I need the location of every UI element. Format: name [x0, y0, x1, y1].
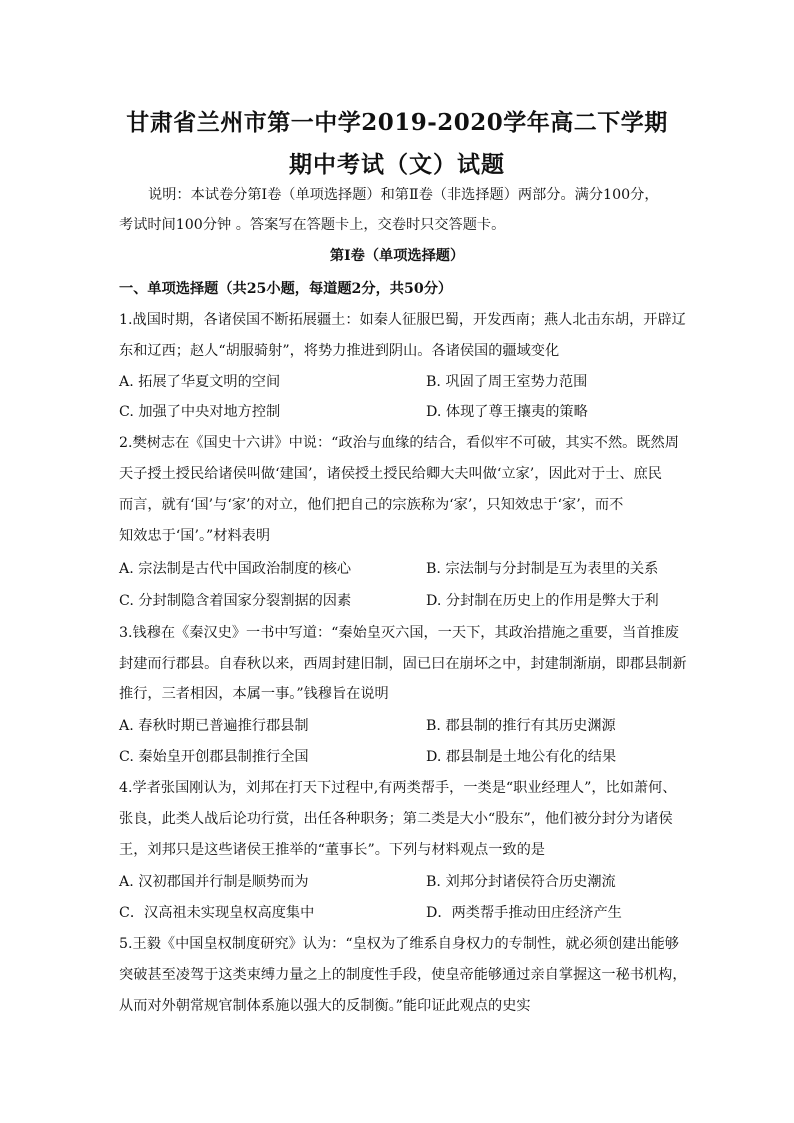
question-2-option-a: A. 宗法制是古代中国政治制度的核心 — [119, 561, 352, 577]
question-2-line-1: 2.樊树志在《国史十六讲》中说：“政治与血缘的结合，看似牢不可破，其实不然。既然周 — [119, 435, 679, 451]
question-2-line-2: 天子授土授民给诸侯叫做‘建国’，诸侯授土授民给卿大夫叫做‘立家’，因此对于士、庶民 — [119, 466, 662, 482]
part-title: 一、单项选择题（共25小题，每道题2分，共50分） — [119, 281, 453, 297]
question-1-line-2: 东和辽西；赵人“胡服骑射”，将势力推进到阴山。各诸侯国的疆域变化 — [119, 343, 560, 359]
question-2-option-b: B. 宗法制与分封制是互为表里的关系 — [426, 561, 659, 577]
exam-subtitle: 期中考试（文）试题 — [289, 151, 505, 178]
question-1-option-d: D. 体现了尊王攘夷的策略 — [426, 404, 588, 420]
exam-title: 甘肃省兰州市第一中学2019-2020学年高二下学期 — [126, 109, 668, 136]
question-1-option-b: B. 巩固了周王室势力范围 — [426, 374, 588, 390]
question-3-option-d: D. 郡县制是土地公有化的结果 — [426, 749, 617, 765]
question-1-option-a: A. 拓展了华夏文明的空间 — [119, 374, 281, 390]
question-1-option-c: C. 加强了中央对地方控制 — [119, 404, 281, 420]
question-3-option-c: C. 秦始皇开创郡县制推行全国 — [119, 749, 309, 765]
intro-line-2: 考试时间100分钟 。答案写在答题卡上，交卷时只交答题卡。 — [119, 217, 506, 233]
question-4-line-1: 4.学者张国刚认为，刘邦在打天下过程中,有两类帮手，一类是“职业经理人”，比如萧何、 — [119, 780, 677, 796]
question-5-line-1: 5.王毅《中国皇权制度研究》认为：“皇权为了维系自身权力的专制性，就必须创建出能够 — [119, 936, 679, 952]
question-3-line-1: 3.钱穆在《秦汉史》一书中写道：“秦始皇灭六国，一天下，其政治措施之重要，当首推废 — [119, 625, 679, 641]
question-4-option-c: C．汉高祖未实现皇权高度集中 — [119, 905, 315, 921]
question-4-option-a: A. 汉初郡国并行制是顺势而为 — [119, 874, 309, 890]
question-4-option-d: D．两类帮手推动田庄经济产生 — [426, 905, 622, 921]
question-3-option-b: B. 郡县制的推行有其历史渊源 — [426, 718, 616, 734]
intro-line-1: 说明：本试卷分第Ⅰ卷（单项选择题）和第Ⅱ卷（非选择题）两部分。满分100分， — [148, 187, 659, 203]
question-4-option-b: B. 刘邦分封诸侯符合历史潮流 — [426, 874, 616, 890]
question-5-line-3: 从而对外朝常规官制体系施以强大的反制衡。”能印证此观点的史实 — [119, 998, 531, 1014]
question-2-line-3: 而言，就有‘国’与‘家’的对立，他们把自己的宗族称为‘家’，只知效忠于‘家’，而不 — [119, 497, 624, 513]
section-heading: 第Ⅰ卷（单项选择题） — [329, 248, 465, 264]
question-2-line-4: 知效忠于‘国’。”材料表明 — [119, 528, 271, 544]
question-4-line-3: 王，刘邦只是这些诸侯王推举的“董事长”。下列与材料观点一致的是 — [119, 842, 545, 858]
question-3-line-3: 推行，三者相因，本属一事。”钱穆旨在说明 — [119, 686, 389, 702]
question-1-line-1: 1.战国时期，各诸侯国不断拓展疆土：如秦人征服巴蜀，开发西南；燕人北击东胡，开辟辽 — [119, 312, 686, 328]
question-3-option-a: A. 春秋时期已普遍推行郡县制 — [119, 718, 309, 734]
question-3-line-2: 封建而行郡县。自春秋以来，西周封建旧制，固已曰在崩坏之中，封建制渐崩，即郡县制新 — [119, 656, 687, 672]
question-2-option-c: C. 分封制隐含着国家分裂割据的因素 — [119, 593, 352, 609]
question-5-line-2: 突破甚至凌驾于这类束缚力量之上的制度性手段，使皇帝能够通过亲自掌握这一秘书机构， — [119, 967, 687, 983]
question-2-option-d: D. 分封制在历史上的作用是弊大于利 — [426, 593, 659, 609]
question-4-line-2: 张良，此类人战后论功行赏，出任各种职务；第二类是大小“股东”，他们被分封分为诸侯 — [119, 811, 673, 827]
